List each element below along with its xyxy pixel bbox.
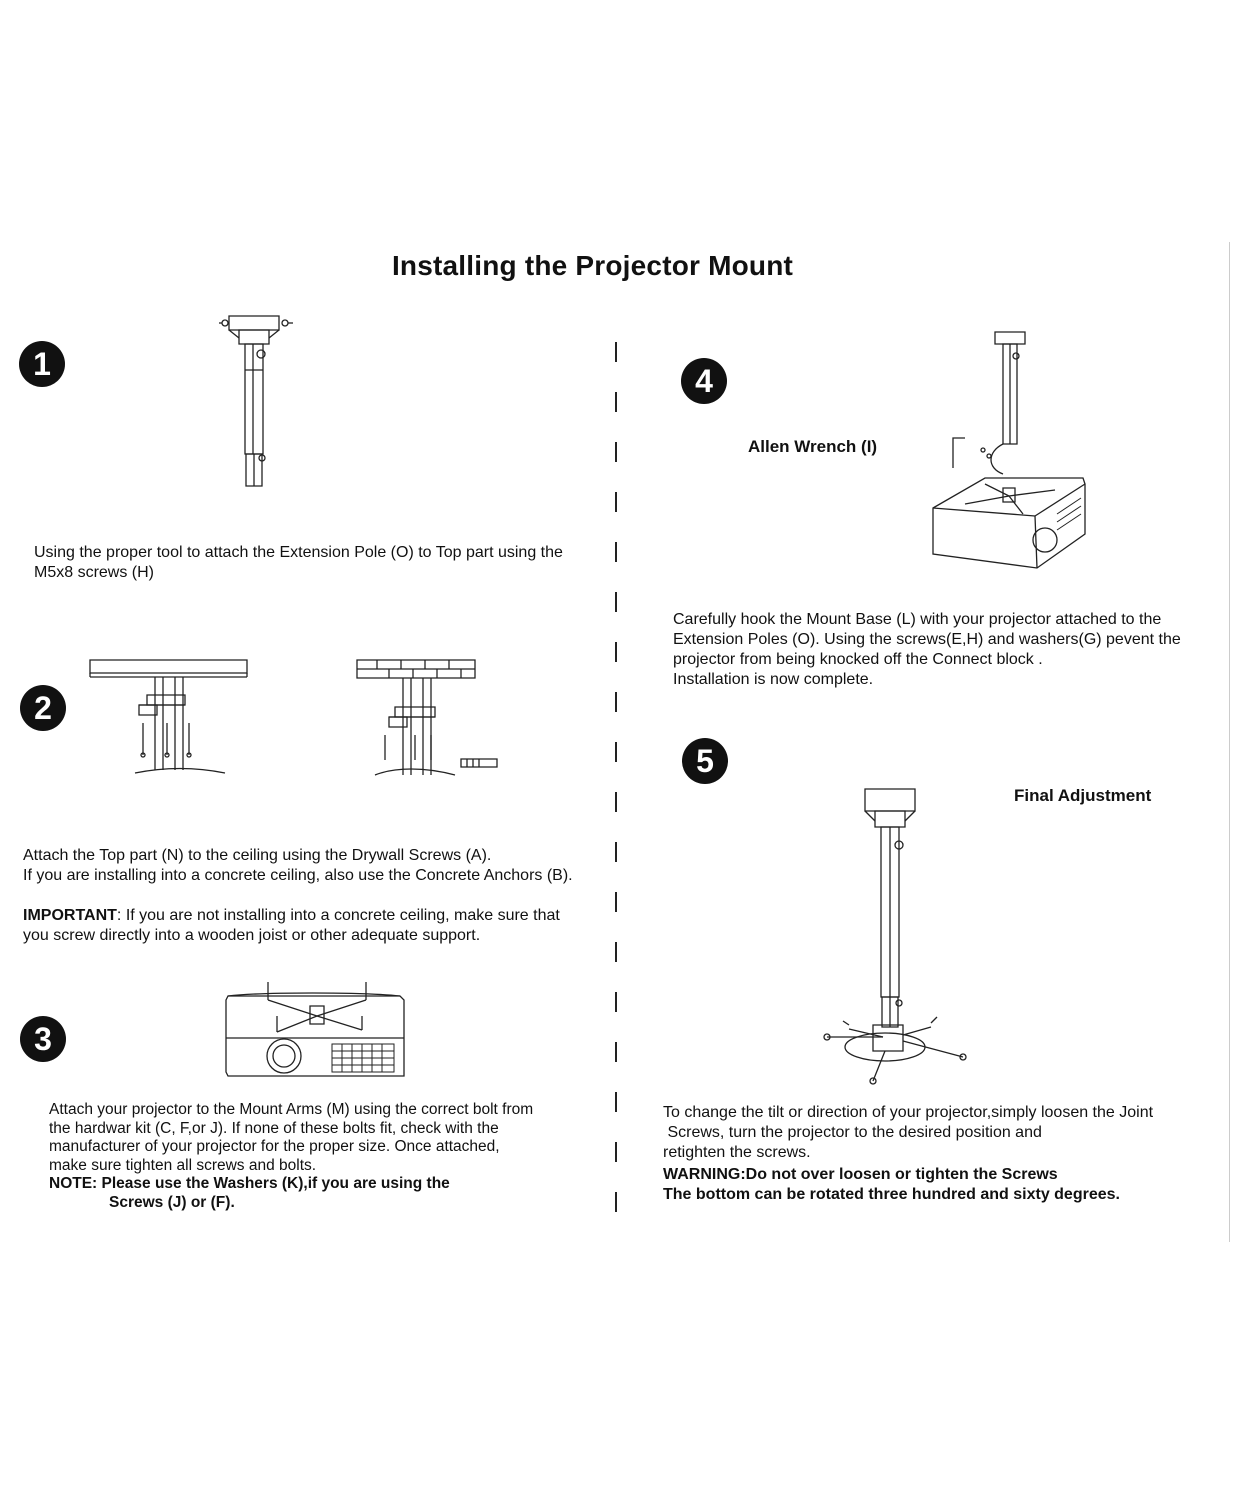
step-3-note: NOTE: Please use the Washers (K),if you are using the [49,1175,450,1192]
step-5-warning: WARNING:Do not over loosen or tighten the Screws [663,1166,1058,1183]
step-5-text: To change the tilt or direction of your projector,simply loosen the Joint Screws, turn the projector to the desired position and retighten the screws. WARNING:Do not over loosen or tighten the Screws The bottom can be rotated three hundred and sixty degrees. [663,1103,1213,1205]
projector-arms-diagram-icon [222,978,407,1083]
step-2-text: Attach the Top part (N) to the ceiling using the Drywall Screws (A). If you are installing into a concrete ceiling, also use the Concrete Anchors (B). IMPORTANT: If you are not installing into a concrete ceiling, make sure that you screw directly into a wooden joist or other adequate support. [23,847,573,944]
step-3-badge: 3 [20,1016,66,1062]
step-3-text: Attach your projector to the Mount Arms (M) using the correct bolt from the hardwar kit (C, F,or J). If none of these bolts fit, check with the manufacturer of your projector for the proper size. Once attached, make sure tighten all screws and bolts. NOTE: Please use the Washers (K),if you are using the Screws (J) or (F). [49,1101,609,1212]
step-2-badge: 2 [20,685,66,731]
step-1-badge: 1 [19,341,65,387]
ceiling-mount-diagram-icon [85,655,505,785]
full-mount-diagram-icon [813,785,973,1085]
page-edge-line [1229,242,1230,1242]
page-title: Installing the Projector Mount [391,250,794,281]
step-4-badge: 4 [681,358,727,404]
important-label: IMPORTANT [23,907,117,924]
mounted-projector-diagram-icon [925,328,1095,573]
step-5-badge: 5 [682,738,728,784]
extension-pole-diagram-icon [215,310,295,490]
step-4-text: Carefully hook the Mount Base (L) with your projector attached to the Extension Poles (O). Using the screws(E,H) and washers(G) pevent the projector from being knocked off the Connect block . Installation is now complete. [673,611,1181,688]
final-adjustment-label: Final Adjustment [1014,786,1152,805]
allen-wrench-label: Allen Wrench (I) [748,437,878,456]
step-1-text: Using the proper tool to attach the Extension Pole (O) to Top part using the M5x8 screws (H) [34,544,563,581]
